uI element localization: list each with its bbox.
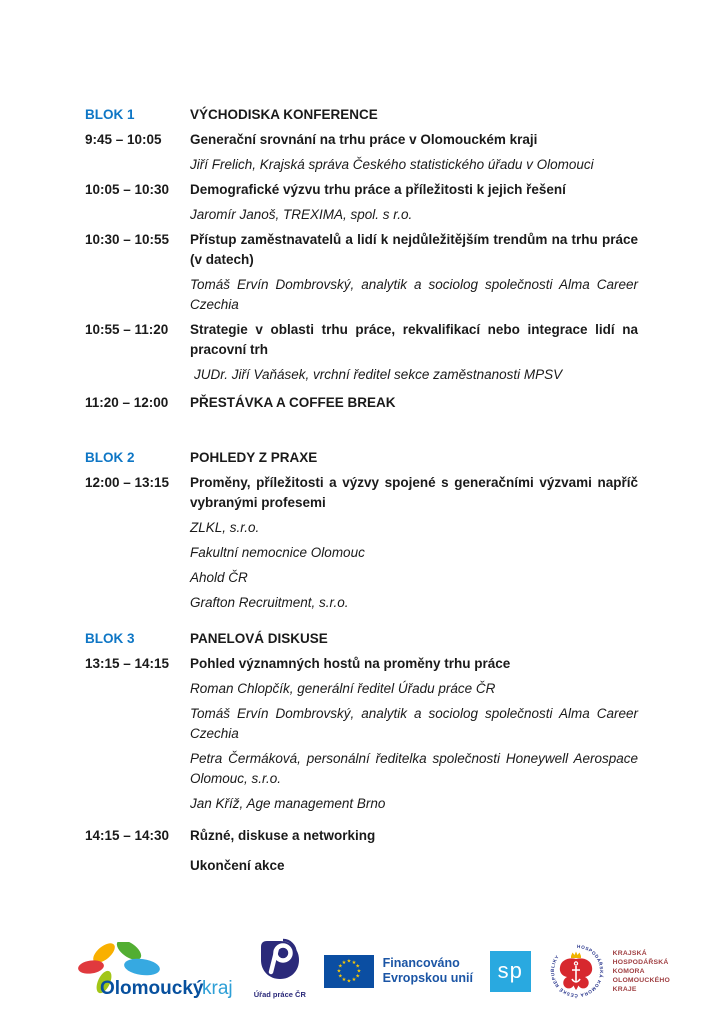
session-time: 10:05 – 10:30 [85, 182, 170, 197]
speaker-line: Tomáš Ervín Dombrovský, analytik a sociolog společnosti Alma Career Czechia [190, 706, 638, 741]
khk-name-line: HOSPODÁŘSKÁ [612, 958, 669, 966]
company-name: Fakultní nemocnice Olomouc [190, 545, 365, 560]
khk-name [613, 949, 670, 994]
company-name: ZLKL, s.r.o. [190, 520, 260, 535]
khk-logo [548, 942, 670, 1000]
eu-funding-line1: Financováno [382, 956, 460, 970]
block-3-title: PANELOVÁ DISKUSE [190, 631, 328, 646]
session-row [85, 320, 638, 360]
svg-text:★: ★ [341, 959, 346, 966]
eu-funding-logo [324, 955, 473, 988]
svg-text:★: ★ [354, 973, 360, 979]
speaker-row [85, 794, 638, 814]
session-title: Přístup zaměstnavatelů a lidí k nejdůležitějším trendům na trhu práce (v datech) [190, 232, 638, 267]
khk-name-line: KOMORA [612, 967, 645, 975]
closing-row [85, 856, 638, 876]
block-3-label: BLOK 3 [85, 631, 135, 646]
svg-text:★: ★ [337, 973, 343, 979]
urad-prace-icon [253, 937, 307, 983]
speaker-row [85, 749, 638, 789]
speaker-row [85, 704, 638, 744]
kraj-word: kraj [202, 978, 233, 999]
sp-icon [490, 951, 531, 992]
logo-footer [66, 936, 670, 1006]
session-title: Demografické výzvu trhu práce a příležitosti k jejich řešení [190, 182, 566, 197]
urad-prace-label: Úřad práce ČR [253, 990, 306, 999]
session-row [85, 130, 638, 150]
olomoucky-word: Olomoucký [100, 978, 204, 999]
session-row [85, 180, 638, 200]
block-1-row [85, 105, 638, 125]
eu-flag-icon [324, 955, 374, 988]
block-1-title: VÝCHODISKA KONFERENCE [190, 107, 378, 122]
company-row [85, 593, 638, 613]
company-row [85, 518, 638, 538]
misc-row [85, 826, 638, 846]
svg-text:★: ★ [351, 959, 356, 966]
session-title: Generační srovnání na trhu práce v Olomouckém kraji [190, 132, 538, 147]
company-row [85, 543, 638, 563]
olomoucky-kraj-logo [66, 942, 236, 1000]
session-time: 12:00 – 13:15 [85, 475, 170, 490]
company-name: Grafton Recruitment, s.r.o. [190, 595, 349, 610]
break-time: 11:20 – 12:00 [85, 395, 169, 410]
svg-text:★: ★ [351, 976, 356, 983]
svg-text:★: ★ [346, 958, 351, 964]
break-title: PŘESTÁVKA A COFFEE BREAK [190, 395, 396, 410]
svg-text:★: ★ [356, 968, 361, 974]
speaker-line: Jiří Frelich, Krajská správa Českého statistického úřadu v Olomouci [190, 157, 594, 172]
speaker-row [85, 679, 638, 699]
block-3-row [85, 629, 638, 649]
svg-text:★: ★ [346, 978, 351, 984]
session-title: Pohled významných hostů na proměny trhu práce [190, 656, 511, 671]
speaker-line: Petra Čermáková, personální ředitelka společnosti Honeywell Aerospace Olomouc, s.r.o. [190, 751, 638, 786]
svg-text:★: ★ [341, 976, 346, 983]
speaker-line: Jan Kříž, Age management Brno [190, 796, 386, 811]
closing-title: Ukončení akce [190, 858, 285, 873]
block-1-label: BLOK 1 [85, 107, 135, 122]
khk-name-line: OLOMOUCKÉHO [612, 976, 670, 984]
company-row [85, 568, 638, 588]
svg-text:★: ★ [337, 963, 343, 969]
khk-name-line: KRAJE [612, 985, 637, 993]
block-2-row [85, 448, 638, 468]
urad-prace-logo [253, 937, 307, 1005]
company-name: Ahold ČR [190, 570, 248, 585]
eu-funding-line2: Evropskou unií [382, 971, 473, 985]
speaker-line: Tomáš Ervín Dombrovský, analytik a sociolog společnosti Alma Career Czechia [190, 277, 638, 312]
session-row [85, 473, 638, 513]
khk-seal-icon [548, 942, 606, 1000]
khk-seal-text: HOSPODÁŘSKÁ KOMORA ČESKÉ REPUBLIKY [549, 943, 604, 999]
sp-logo [490, 951, 531, 992]
svg-text:★: ★ [354, 963, 360, 969]
session-title: Strategie v oblasti trhu práce, rekvalifikací nebo integrace lidí na pracovní trh [190, 322, 638, 357]
speaker-line: Jaromír Janoš, TREXIMA, spol. s r.o. [190, 207, 413, 222]
speaker-row [85, 275, 638, 315]
session-time: 13:15 – 14:15 [85, 656, 170, 671]
session-title: Proměny, příležitosti a výzvy spojené s generačními výzvami napříč vybranými profesemi [190, 475, 638, 510]
speaker-row [85, 155, 638, 175]
block-2-label: BLOK 2 [85, 450, 135, 465]
speaker-line: JUDr. Jiří Vaňásek, vrchní ředitel sekce zaměstnanosti MPSV [194, 367, 563, 382]
block-2-title: POHLEDY Z PRAXE [190, 450, 318, 465]
sp-label: sp [497, 958, 523, 983]
speaker-row [85, 365, 638, 385]
break-row [85, 393, 638, 413]
session-time: 9:45 – 10:05 [85, 132, 162, 147]
eu-funding-text [383, 956, 473, 986]
session-time: 10:30 – 10:55 [85, 232, 170, 247]
misc-time: 14:15 – 14:30 [85, 828, 170, 843]
khk-name-line: KRAJSKÁ [612, 949, 647, 957]
svg-text:★: ★ [336, 968, 341, 974]
speaker-row [85, 205, 638, 225]
session-row [85, 654, 638, 674]
misc-title: Různé, diskuse a networking [190, 828, 376, 843]
session-time: 10:55 – 11:20 [85, 322, 169, 337]
olomoucky-kraj-flower-icon [66, 942, 236, 1000]
speaker-line: Roman Chlopčík, generální ředitel Úřadu práce ČR [190, 681, 496, 696]
session-row [85, 230, 638, 270]
